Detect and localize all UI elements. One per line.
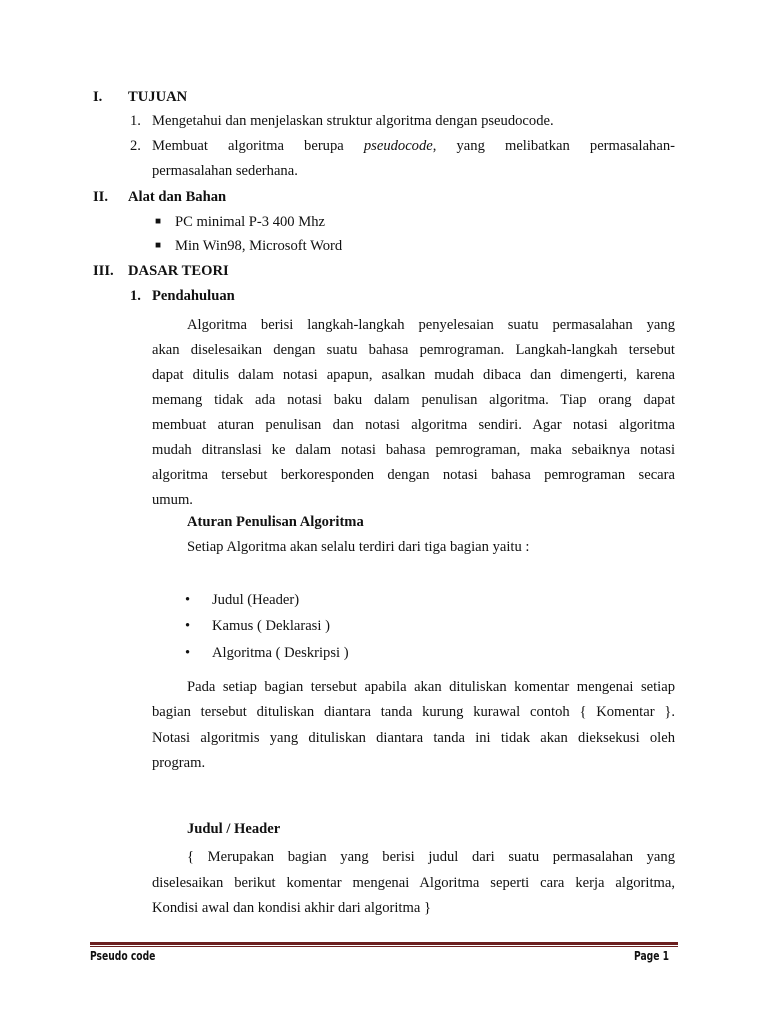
judul-heading: Judul / Header — [187, 821, 281, 837]
paragraph-line: Algoritma berisi langkah-langkah penyelesaian suatu permasalahan yang — [187, 317, 675, 333]
list-item-continued: permasalahan sederhana. — [152, 163, 298, 179]
paragraph-line: program. — [152, 754, 206, 771]
subsection-title: Pendahuluan — [152, 288, 235, 304]
list-item: Membuat algoritma berupa pseudocode, yang melibatkan permasalahan- — [152, 138, 675, 154]
list-item: Min Win98, Microsoft Word — [175, 238, 343, 254]
paragraph-line: Pada setiap bagian tersebut apabila akan dituliskan komentar mengenai setiap — [187, 679, 675, 695]
section-number: I. — [93, 89, 103, 105]
paragraph-pendahuluan — [152, 313, 675, 513]
bullet-icon: • — [185, 618, 191, 634]
page-number: Page 1 — [634, 949, 670, 963]
paragraph-komentar — [152, 675, 675, 776]
section-title: Alat dan Bahan — [128, 189, 227, 205]
list-item: Algoritma ( Deskripsi ) — [212, 645, 349, 661]
paragraph-line: diselesaikan berikut komentar mengenai Algoritma seperti cara kerja algoritma, — [152, 874, 675, 891]
footer-rule-thin — [90, 946, 678, 947]
paragraph-line: membuat aturan penulisan dan notasi algoritma sendiri. Agar notasi algoritma — [152, 417, 675, 433]
list-item: Mengetahui dan menjelaskan struktur algoritma dengan pseudocode. — [152, 113, 554, 129]
paragraph-judul — [152, 845, 675, 922]
square-bullet-icon: ■ — [155, 240, 162, 251]
aturan-intro: Setiap Algoritma akan selalu terdiri dari tiga bagian yaitu : — [187, 539, 530, 555]
paragraph-line: memang tidak ada notasi baku dalam penulisan algoritma. Tiap orang dapat — [152, 392, 675, 408]
section-title: DASAR TEORI — [128, 263, 229, 279]
paragraph-line: mudah ditranslasi ke dalam notasi bahasa pemrograman, maka sebaiknya notasi — [152, 442, 675, 458]
square-bullet-icon: ■ — [155, 216, 162, 227]
list-item: PC minimal P-3 400 Mhz — [175, 214, 325, 230]
item-number: 1. — [130, 113, 141, 129]
paragraph-line: dapat ditulis dalam notasi apapun, asalkan mudah dibaca dan dimengerti, karena — [152, 367, 675, 383]
list-item: Judul (Header) — [212, 592, 300, 608]
item-number: 2. — [130, 138, 141, 154]
section-title: TUJUAN — [128, 89, 188, 105]
subsection-number: 1. — [130, 288, 141, 304]
paragraph-line: { Merupakan bagian yang berisi judul dari suatu permasalahan yang — [187, 849, 675, 865]
section-number: III. — [93, 263, 114, 279]
bullet-icon: • — [185, 592, 191, 608]
footer-rule — [90, 942, 678, 945]
list-item: Kamus ( Deklarasi ) — [212, 618, 330, 634]
paragraph-line: Notasi algoritmis yang dituliskan diantara tanda ini tidak akan dieksekusi oleh — [152, 729, 675, 746]
paragraph-line: bagian tersebut dituliskan diantara tanda kurung kurawal contoh { Komentar }. — [152, 704, 675, 721]
paragraph-line: akan diselesaikan dengan suatu bahasa pemrograman. Langkah-langkah tersebut — [152, 342, 675, 358]
paragraph-line: umum. — [152, 492, 193, 508]
aturan-heading: Aturan Penulisan Algoritma — [187, 514, 364, 530]
paragraph-line: Kondisi awal dan kondisi akhir dari algoritma } — [152, 900, 431, 916]
paragraph-line: algoritma tersebut berkoresponden dengan notasi bahasa pemrograman secara — [152, 467, 675, 483]
bullet-icon: • — [185, 645, 191, 661]
section-number: II. — [93, 189, 109, 205]
footer-title: Pseudo code — [90, 949, 156, 963]
